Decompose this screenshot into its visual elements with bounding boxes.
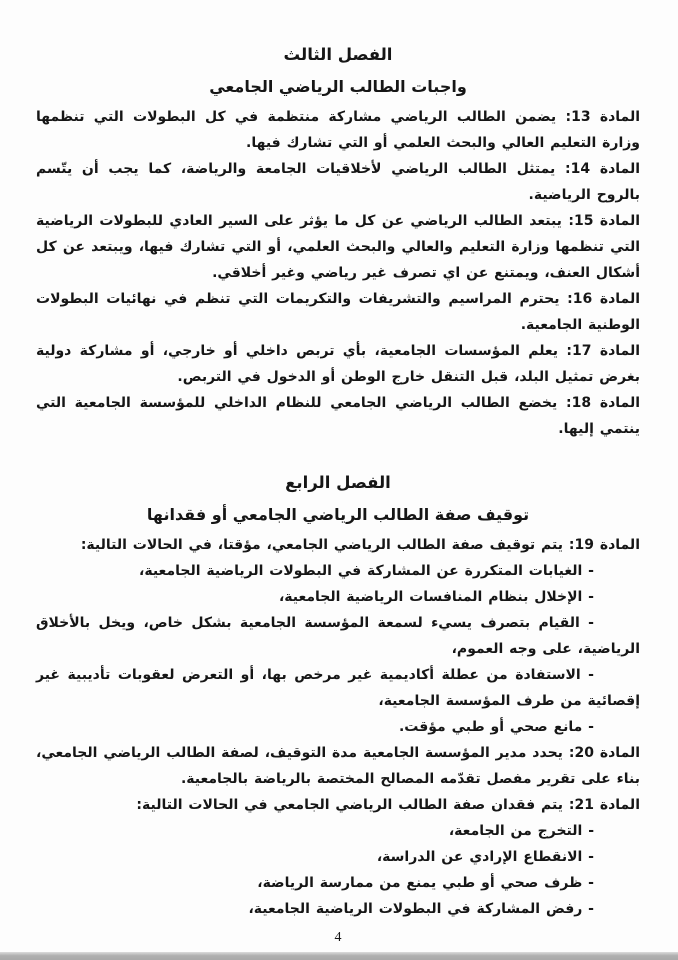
article-15 [36,208,640,286]
article-13-label: المادة 13: [565,109,640,125]
article-16-text: يحترم المراسيم والتشريفات والتكريمات التي تنظم في نهائيات البطولات الوطنية الجامعية. [36,291,640,333]
article-14-label: المادة 14: [565,161,640,177]
article-15-label: المادة 15: [568,213,640,229]
article-21-text: يتم فقدان صفة الطالب الرياضي الجامعي في الحالات التالية: [136,797,563,813]
article-18-label: المادة 18: [566,395,640,411]
list-item-19-1: - الغيابات المتكررة عن المشاركة في البطولات الرياضية الجامعية، [139,563,594,579]
list-item-21-1: - التخرج من الجامعة، [448,823,594,839]
article-19-label: المادة 19: [568,537,640,553]
chapter-4-section [36,470,640,922]
article-14 [36,156,640,208]
scan-edge-artifact [0,952,678,960]
article-20 [36,740,640,792]
article-20-text: يحدد مدير المؤسسة الجامعية مدة التوقيف، لصفة الطالب الرياضي الجامعي، بناء على تقرير مفصل تقدّمه المصالح المختصة بالرياضة بالجامعية. [36,745,640,787]
chapter4-subtitle: توقيف صفة الطالب الرياضي الجامعي أو فقدانها [146,505,530,524]
list-item-21-4: - رفض المشاركة في البطولات الرياضية الجامعية، [248,901,594,917]
article-16-label: المادة 16: [567,291,640,307]
article-19 [36,532,640,558]
list-item-19-4: - الاستفادة من عطلة أكاديمية غير مرخص بها، أو التعرض لعقوبات تأديبية غير إقصائية من طرف المؤسسة الجامعية، [36,667,640,709]
list-item-21-3: - ظرف صحي أو طبي يمنع من ممارسة الرياضة، [257,875,594,891]
article-17-label: المادة 17: [566,343,640,359]
list-item-19-5: - مانع صحي أو طبي مؤقت. [398,719,594,735]
article-16 [36,286,640,338]
chapter-3-section [36,42,640,442]
list-item-19-2: - الإخلال بنظام المنافسات الرياضية الجامعية، [278,589,594,605]
article-13-text: يضمن الطالب الرياضي مشاركة منتظمة في كل البطولات التي تنظمها وزارة التعليم العالي والبحث العلمي أو التي تشارك فيها. [36,109,640,151]
list-item-19-3: - القيام بتصرف يسيء لسمعة المؤسسة الجامعية بشكل خاص، ويخل بالأخلاق الرياضية، على وجه العموم، [36,615,640,657]
article-14-text: يمتثل الطالب الرياضي لأخلاقيات الجامعة والرياضة، كما يجب أن يتّسم بالروح الرياضية. [36,161,640,203]
article-18-text: يخضع الطالب الرياضي الجامعي للنظام الداخلي للمؤسسة الجامعية التي ينتمي إليها. [36,395,640,437]
article-18 [36,390,640,442]
list-item-21-2: - الانقطاع الإرادي عن الدراسة، [376,849,594,865]
article-15-text: يبتعد الطالب الرياضي عن كل ما يؤثر على السير العادي للبطولات الرياضية التي تنظمها وزارة التعليم والعالي والبحث العلمي، أو التي تشارك فيها، ويبتعد عن كل أشكال العنف، ويمتنع عن اي تصرف غير رياضي وغير أخلاقي. [36,213,640,281]
article-20-label: المادة 20: [568,745,641,761]
article-13 [36,104,640,156]
chapter4-title: الفصل الرابع [285,473,391,492]
article-17-text: يعلم المؤسسات الجامعية، بأي تربص داخلي أو خارجي، أو مشاركة دولية بغرض تمثيل البلد، قبل التنقل خارج الوطن أو الدخول في التربص. [36,343,640,385]
article-21 [36,792,640,818]
page-number: 4 [334,930,342,945]
article-21-label: المادة 21: [568,797,640,813]
article-17 [36,338,640,390]
article-19-text: يتم توقيف صفة الطالب الرياضي الجامعي، مؤقتا، في الحالات التالية: [80,537,563,553]
chapter3-subtitle: واجبات الطالب الرياضي الجامعي [209,77,467,96]
chapter3-title: الفصل الثالث [283,45,393,64]
